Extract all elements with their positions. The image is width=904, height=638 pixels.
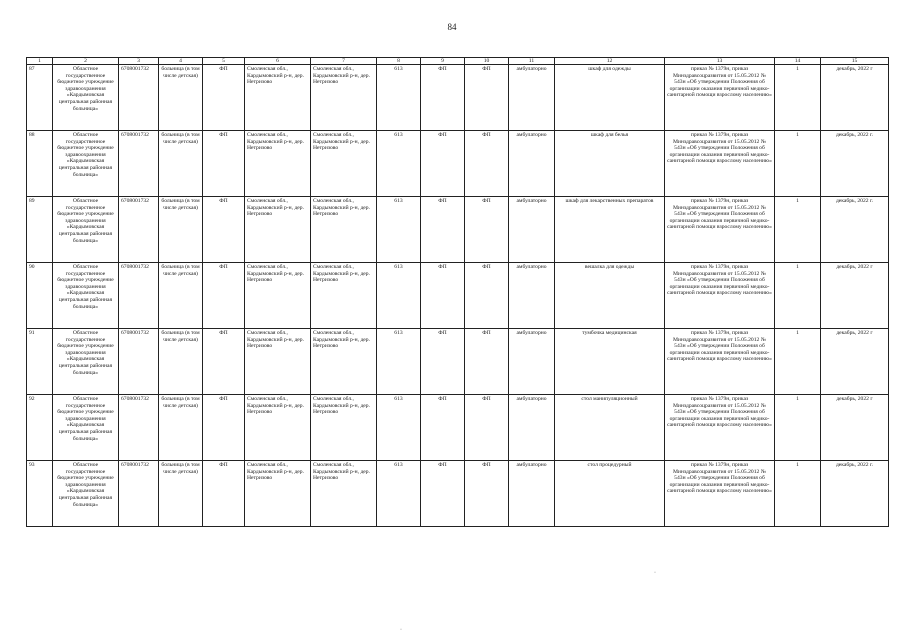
row-number: 88 (27, 131, 53, 197)
care-condition: амбулаторно (509, 329, 555, 395)
address: Смоленская обл., Кардымовский р-н, дер. Нетризово (311, 65, 377, 131)
deadline: декабрь, 2022 г. (821, 197, 889, 263)
organization-name: Областное государственное бюджетное учреждение здравоохранения «Кардымовская центральная районная больница» (53, 65, 119, 131)
table-row (27, 65, 889, 131)
page-number: 84 (447, 22, 457, 32)
address: Смоленская обл., Кардымовский р-н, дер. Нетризово (245, 263, 311, 329)
code: 613 (377, 329, 421, 395)
row-number: 92 (27, 395, 53, 461)
scan-speck: · (400, 627, 402, 633)
address: Смоленская обл., Кардымовский р-н, дер. Нетризово (311, 263, 377, 329)
facility-type: больница (в том числе детская) (159, 131, 203, 197)
column-number: 15 (821, 58, 889, 65)
row-number: 93 (27, 461, 53, 527)
equipment-name: шкаф для белья (555, 131, 665, 197)
quantity: 1 (775, 65, 821, 131)
column-number: 2 (53, 58, 119, 65)
table-row (27, 461, 889, 527)
quantity: 1 (775, 131, 821, 197)
deadline: декабрь, 2022 г (821, 65, 889, 131)
subdivision: ФП (421, 263, 465, 329)
care-condition: амбулаторно (509, 395, 555, 461)
quantity: 1 (775, 197, 821, 263)
inn: 6708001732 (119, 395, 159, 461)
quantity: 1 (775, 329, 821, 395)
row-number: 89 (27, 197, 53, 263)
unit-type: ФП (203, 131, 245, 197)
column-number: 6 (245, 58, 311, 65)
subdivision: ФП (421, 395, 465, 461)
care-condition: амбулаторно (509, 263, 555, 329)
deadline: декабрь, 2022 г (821, 263, 889, 329)
regulation: приказ № 1379н, приказ Минздравсоцразвития от 15.05.2012 № 543н «Об утверждении Положения об организации оказания первичной медико-санитарной помощи взрослому населению» (665, 65, 775, 131)
column-number: 8 (377, 58, 421, 65)
subdivision: ФП (421, 197, 465, 263)
unit-type: ФП (203, 461, 245, 527)
organization-name: Областное государственное бюджетное учреждение здравоохранения «Кардымовская центральная районная больница» (53, 197, 119, 263)
column-number: 7 (311, 58, 377, 65)
table-row (27, 329, 889, 395)
subdivision: ФП (465, 395, 509, 461)
address: Смоленская обл., Кардымовский р-н, дер. Нетризово (245, 329, 311, 395)
row-number: 91 (27, 329, 53, 395)
quantity: 1 (775, 263, 821, 329)
scan-speck: · (654, 570, 656, 576)
address: Смоленская обл., Кардымовский р-н, дер. Нетризово (311, 197, 377, 263)
unit-type: ФП (203, 263, 245, 329)
subdivision: ФП (421, 131, 465, 197)
inn: 6708001732 (119, 263, 159, 329)
organization-name: Областное государственное бюджетное учреждение здравоохранения «Кардымовская центральная районная больница» (53, 461, 119, 527)
column-number: 4 (159, 58, 203, 65)
table-row (27, 395, 889, 461)
subdivision: ФП (465, 461, 509, 527)
subdivision: ФП (465, 263, 509, 329)
organization-name: Областное государственное бюджетное учреждение здравоохранения «Кардымовская центральная районная больница» (53, 263, 119, 329)
facility-type: больница (в том числе детская) (159, 461, 203, 527)
equipment-table (26, 57, 889, 527)
inn: 6708001732 (119, 131, 159, 197)
column-number: 14 (775, 58, 821, 65)
subdivision: ФП (465, 197, 509, 263)
organization-name: Областное государственное бюджетное учреждение здравоохранения «Кардымовская центральная районная больница» (53, 395, 119, 461)
facility-type: больница (в том числе детская) (159, 263, 203, 329)
address: Смоленская обл., Кардымовский р-н, дер. Нетризово (311, 329, 377, 395)
code: 613 (377, 65, 421, 131)
column-number: 10 (465, 58, 509, 65)
inn: 6708001732 (119, 329, 159, 395)
regulation: приказ № 1379н, приказ Минздравсоцразвития от 15.05.2012 № 543н «Об утверждении Положения об организации оказания первичной медико-санитарной помощи взрослому населению» (665, 263, 775, 329)
care-condition: амбулаторно (509, 197, 555, 263)
equipment-name: стол манипуляционный (555, 395, 665, 461)
address: Смоленская обл., Кардымовский р-н, дер. Нетризово (311, 395, 377, 461)
deadline: декабрь, 2022 г. (821, 461, 889, 527)
address: Смоленская обл., Кардымовский р-н, дер. Нетризово (311, 131, 377, 197)
address: Смоленская обл., Кардымовский р-н, дер. Нетризово (245, 395, 311, 461)
regulation: приказ № 1379н, приказ Минздравсоцразвития от 15.05.2012 № 543н «Об утверждении Положения об организации оказания первичной медико-санитарной помощи взрослому населению» (665, 329, 775, 395)
facility-type: больница (в том числе детская) (159, 197, 203, 263)
facility-type: больница (в том числе детская) (159, 329, 203, 395)
quantity: 1 (775, 461, 821, 527)
table-row (27, 197, 889, 263)
care-condition: амбулаторно (509, 461, 555, 527)
address: Смоленская обл., Кардымовский р-н, дер. Нетризово (245, 197, 311, 263)
code: 613 (377, 461, 421, 527)
equipment-name: тумбочка медицинская (555, 329, 665, 395)
column-number: 13 (665, 58, 775, 65)
code: 613 (377, 395, 421, 461)
row-number: 90 (27, 263, 53, 329)
address: Смоленская обл., Кардымовский р-н, дер. Нетризово (245, 65, 311, 131)
facility-type: больница (в том числе детская) (159, 395, 203, 461)
unit-type: ФП (203, 329, 245, 395)
unit-type: ФП (203, 395, 245, 461)
regulation: приказ № 1379н, приказ Минздравсоцразвития от 15.05.2012 № 543н «Об утверждении Положения об организации оказания первичной медико-санитарной помощи взрослому населению» (665, 395, 775, 461)
code: 613 (377, 263, 421, 329)
column-number: 11 (509, 58, 555, 65)
column-number: 5 (203, 58, 245, 65)
equipment-name: шкаф для одежды (555, 65, 665, 131)
inn: 6708001732 (119, 197, 159, 263)
equipment-name: шкаф для лекарственных препаратов (555, 197, 665, 263)
unit-type: ФП (203, 65, 245, 131)
column-number: 3 (119, 58, 159, 65)
table-row (27, 263, 889, 329)
address: Смоленская обл., Кардымовский р-н, дер. Нетризово (245, 461, 311, 527)
organization-name: Областное государственное бюджетное учреждение здравоохранения «Кардымовская центральная районная больница» (53, 329, 119, 395)
regulation: приказ № 1379н, приказ Минздравсоцразвития от 15.05.2012 № 543н «Об утверждении Положения об организации оказания первичной медико-санитарной помощи взрослому населению» (665, 197, 775, 263)
deadline: декабрь, 2022 г. (821, 131, 889, 197)
unit-type: ФП (203, 197, 245, 263)
row-number: 87 (27, 65, 53, 131)
subdivision: ФП (465, 65, 509, 131)
column-number: 9 (421, 58, 465, 65)
column-number-row (27, 58, 889, 65)
regulation: приказ № 1379н, приказ Минздравсоцразвития от 15.05.2012 № 543н «Об утверждении Положения об организации оказания первичной медико-санитарной помощи взрослому населению» (665, 461, 775, 527)
subdivision: ФП (421, 329, 465, 395)
code: 613 (377, 197, 421, 263)
subdivision: ФП (421, 461, 465, 527)
equipment-name: вешалка для одежды (555, 263, 665, 329)
column-number: 1 (27, 58, 53, 65)
regulation: приказ № 1379н, приказ Минздравсоцразвития от 15.05.2012 № 543н «Об утверждении Положения об организации оказания первичной медико-санитарной помощи взрослому населению» (665, 131, 775, 197)
care-condition: амбулаторно (509, 131, 555, 197)
inn: 6708001732 (119, 461, 159, 527)
facility-type: больница (в том числе детская) (159, 65, 203, 131)
quantity: 1 (775, 395, 821, 461)
address: Смоленская обл., Кардымовский р-н, дер. Нетризово (245, 131, 311, 197)
column-number: 12 (555, 58, 665, 65)
deadline: декабрь, 2022 г (821, 395, 889, 461)
deadline: декабрь, 2022 г (821, 329, 889, 395)
address: Смоленская обл., Кардымовский р-н, дер. Нетризово (311, 461, 377, 527)
inn: 6708001732 (119, 65, 159, 131)
care-condition: амбулаторно (509, 65, 555, 131)
subdivision: ФП (465, 329, 509, 395)
organization-name: Областное государственное бюджетное учреждение здравоохранения «Кардымовская центральная районная больница» (53, 131, 119, 197)
table-row (27, 131, 889, 197)
code: 613 (377, 131, 421, 197)
subdivision: ФП (421, 65, 465, 131)
equipment-name: стол процедурный (555, 461, 665, 527)
subdivision: ФП (465, 131, 509, 197)
